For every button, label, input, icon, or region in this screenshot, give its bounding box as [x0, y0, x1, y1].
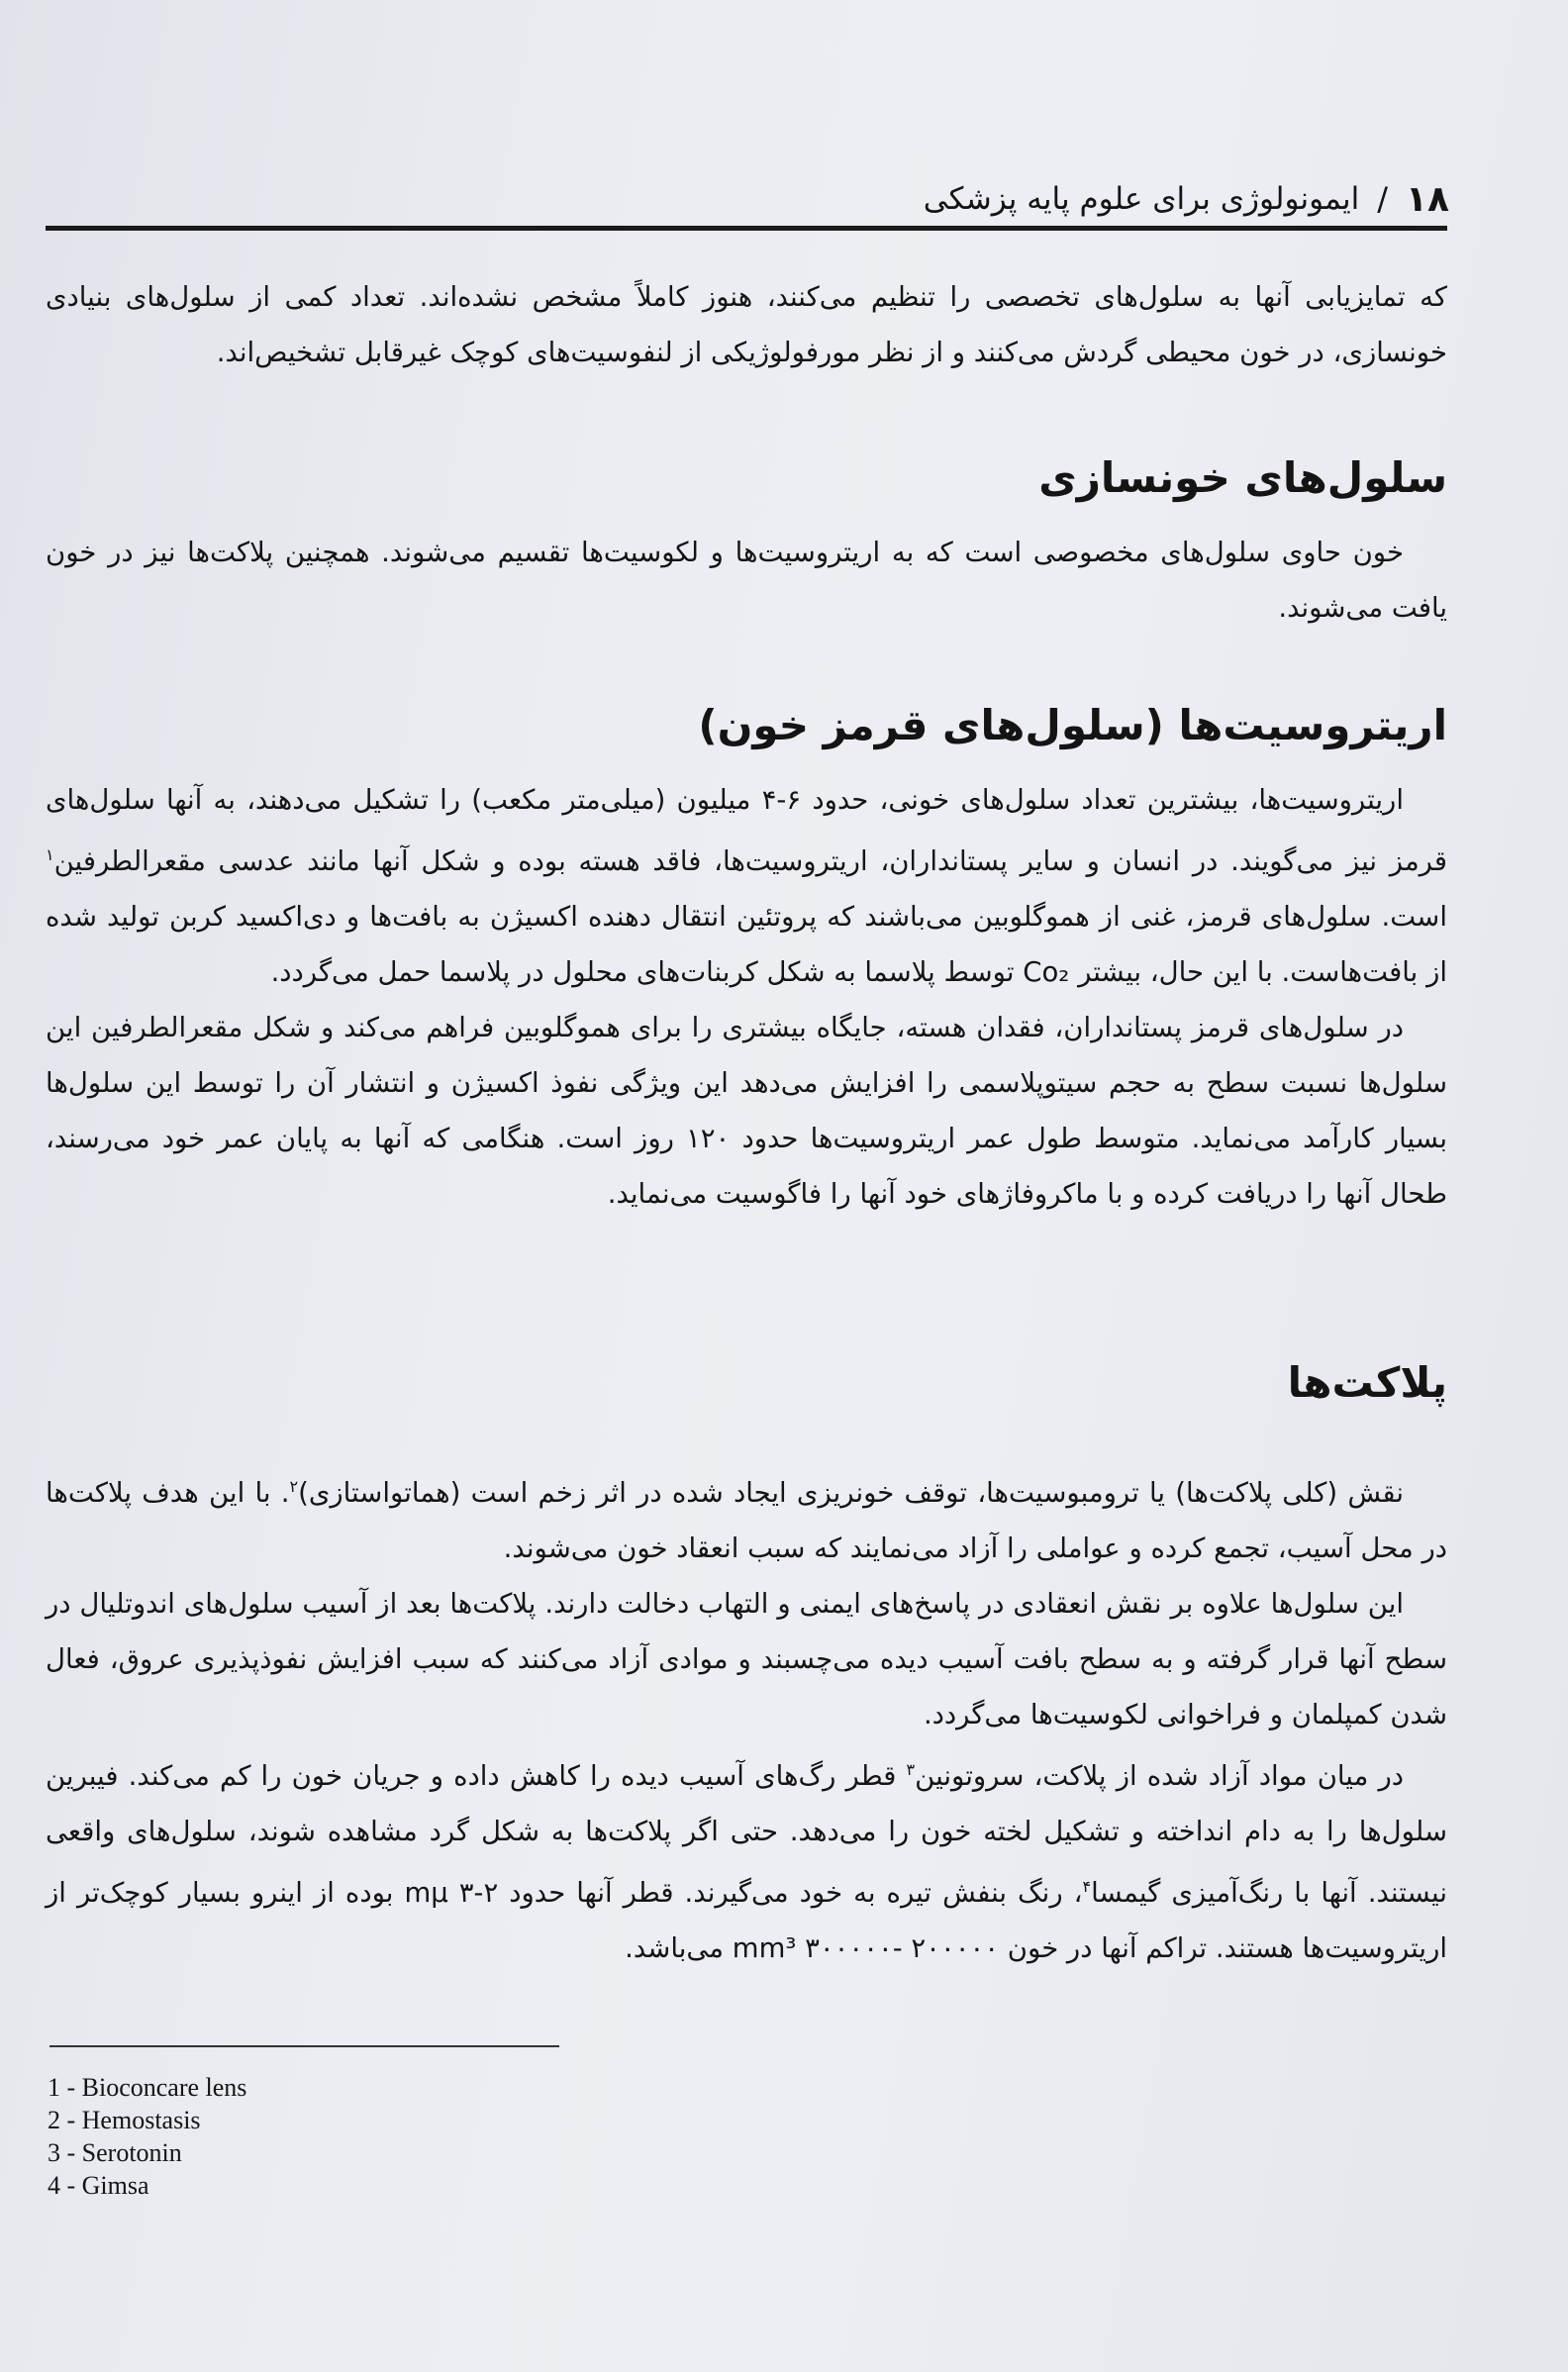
heading-erythrocytes: اریتروسیت‌ها (سلول‌های قرمز خون) — [698, 701, 1447, 749]
footnote-item: 4 - Gimsa — [48, 2171, 149, 2200]
hematopoietic-paragraph — [46, 525, 1447, 636]
platelets-p3-part-b: قطر رگ‌های آسیب دیده را کاهش داده و جریان خون را کم می‌کند. فیبرین سلول‌ها را به دام انداخته و تشکیل لخته خون را می‌دهد. حتی اگر پلاکت‌ها به شکل گرد مشاهده شوند، سلول‌های واقعی نیستند. آنها با رنگ‌آمیزی گیمسا — [46, 1760, 1447, 1910]
footnote-item: 1 - Bioconcare lens — [48, 2073, 247, 2102]
page-number: ۱۸ — [1406, 178, 1449, 220]
footnote-ref-4: ۴ — [1082, 1877, 1092, 1897]
footnote-ref-2: ۲ — [289, 1477, 299, 1496]
platelets-paragraph-1 — [46, 1459, 1447, 1576]
header-separator: / — [1377, 180, 1389, 218]
heading-hematopoietic-cells: سلول‌های خونسازی — [1038, 453, 1447, 502]
platelets-body — [46, 1459, 1447, 1976]
erythrocytes-body — [46, 772, 1447, 1222]
platelets-p3-part-a: در میان مواد آزاد شده از پلاکت، سروتونین — [915, 1760, 1404, 1793]
footnote-rule — [49, 2045, 559, 2047]
intro-paragraph — [46, 269, 1447, 380]
platelets-p3-part-c: ، رنگ بنفش تیره به خود می‌گیرند. قطر آنها حدود mμ ۳-۲ بوده از اینرو بسیار کوچک‌تر از اریتروسیت‌ها هستند. تراکم آنها در خون mm³ ۳۰۰۰۰۰- ۲۰۰۰۰۰ می‌باشد. — [46, 1877, 1447, 1965]
platelets-p1-part-a: نقش (کلی پلاکت‌ها) یا ترومبوسیت‌ها، توقف خونریزی ایجاد شده در اثر زخم است (هماتواستازی) — [298, 1477, 1405, 1510]
intro-text: که تمایزیابی آنها به سلول‌های تخصصی را تنظیم می‌کنند، هنوز کاملاً مشخص نشده‌اند. تعداد کمی از سلول‌های بنیادی خونسازی، در خون محیطی گردش می‌کنند و از نظر مورفولوژیکی از لنفوسیت‌های کوچک غیرقابل تشخیص‌اند. — [46, 281, 1447, 368]
erythrocytes-p1-part-a: اریتروسیت‌ها، بیشترین تعداد سلول‌های خونی، حدود ۶-۴ میلیون (میلی‌متر مکعب) را تشکیل می‌دهند، به آنها سلول‌های قرمز نیز می‌گویند. در انسان و سایر پستانداران، اریتروسیت‌ها، فاقد هسته بوده و شکل آنها مانند عدسی مقعرالطرفین — [46, 784, 1447, 878]
platelets-p1-part-b: . با این هدف پلاکت‌ها در محل آسیب، تجمع کرده و عواملی را آزاد می‌نمایند که سبب انعقاد خون می‌شوند. — [46, 1477, 1447, 1565]
footnote-item: 3 - Serotonin — [48, 2138, 182, 2167]
hematopoietic-text: خون حاوی سلول‌های مخصوصی است که به اریتروسیت‌ها و لکوسیت‌ها تقسیم می‌شوند. همچنین پلاکت‌ها نیز در خون یافت می‌شوند. — [46, 537, 1447, 624]
platelets-paragraph-2: این سلول‌ها علاوه بر نقش انعقادی در پاسخ‌های ایمنی و التهاب دخالت دارند. پلاکت‌ها بعد از آسیب سلول‌های اندوتلیال در سطح آنها قرار گرفته و به سطح بافت آسیب دیده می‌چسبند و مواد‌ی آزاد می‌کنند که سبب افزایش نفوذپذیری عروق، فعال شدن کمپلمان و فراخوانی لکوسیت‌ها می‌گردد. — [46, 1588, 1447, 1731]
erythrocytes-p1-part-b: است. سلول‌های قرمز، غنی از هموگلوبین می‌باشند که پروتئین انتقال دهنده اکسیژن به بافت‌ها و دی‌اکسید کربن تولید شده از بافت‌هاست. با این حال، بیشتر Co₂ توسط پلاسما به شکل کربنات‌های محلول در پلاسما حمل می‌گردد. — [46, 901, 1447, 989]
platelets-paragraph-3 — [46, 1742, 1447, 1976]
heading-platelets: پلاکت‌ها — [1287, 1358, 1447, 1407]
erythrocytes-paragraph-1 — [46, 772, 1447, 1000]
footnote-ref-1: ۱ — [46, 845, 54, 864]
footnote-ref-3: ۳ — [906, 1760, 916, 1780]
header-rule — [46, 226, 1447, 231]
erythrocytes-paragraph-2: در سلول‌های قرمز پستانداران، فقدان هسته، جایگاه بیشتری را برای هموگلوبین فراهم می‌کند و شکل مقعرالطرفین این سلول‌ها نسبت سطح به حجم سیتوپلاسمی را افزایش می‌دهد این ویژگی نفوذ اکسیژن و انتشار آن را توسط این سلول‌ها بسیار کارآمد می‌نماید. متوسط طول عمر اریتروسیت‌ها حدود ۱۲۰ روز است. هنگامی که آنها به پایان عمر خود می‌رسند، طحال آنها را دریافت کرده و با ماکروفاژهای خود آنها را فاگوسیت می‌نماید. — [46, 1012, 1447, 1211]
book-title: ایمونولوژی برای علوم پایه پزشکی — [923, 181, 1360, 217]
footnote-item: 2 - Hemostasis — [48, 2106, 201, 2134]
running-header — [46, 170, 1449, 228]
footnotes — [48, 2071, 246, 2202]
